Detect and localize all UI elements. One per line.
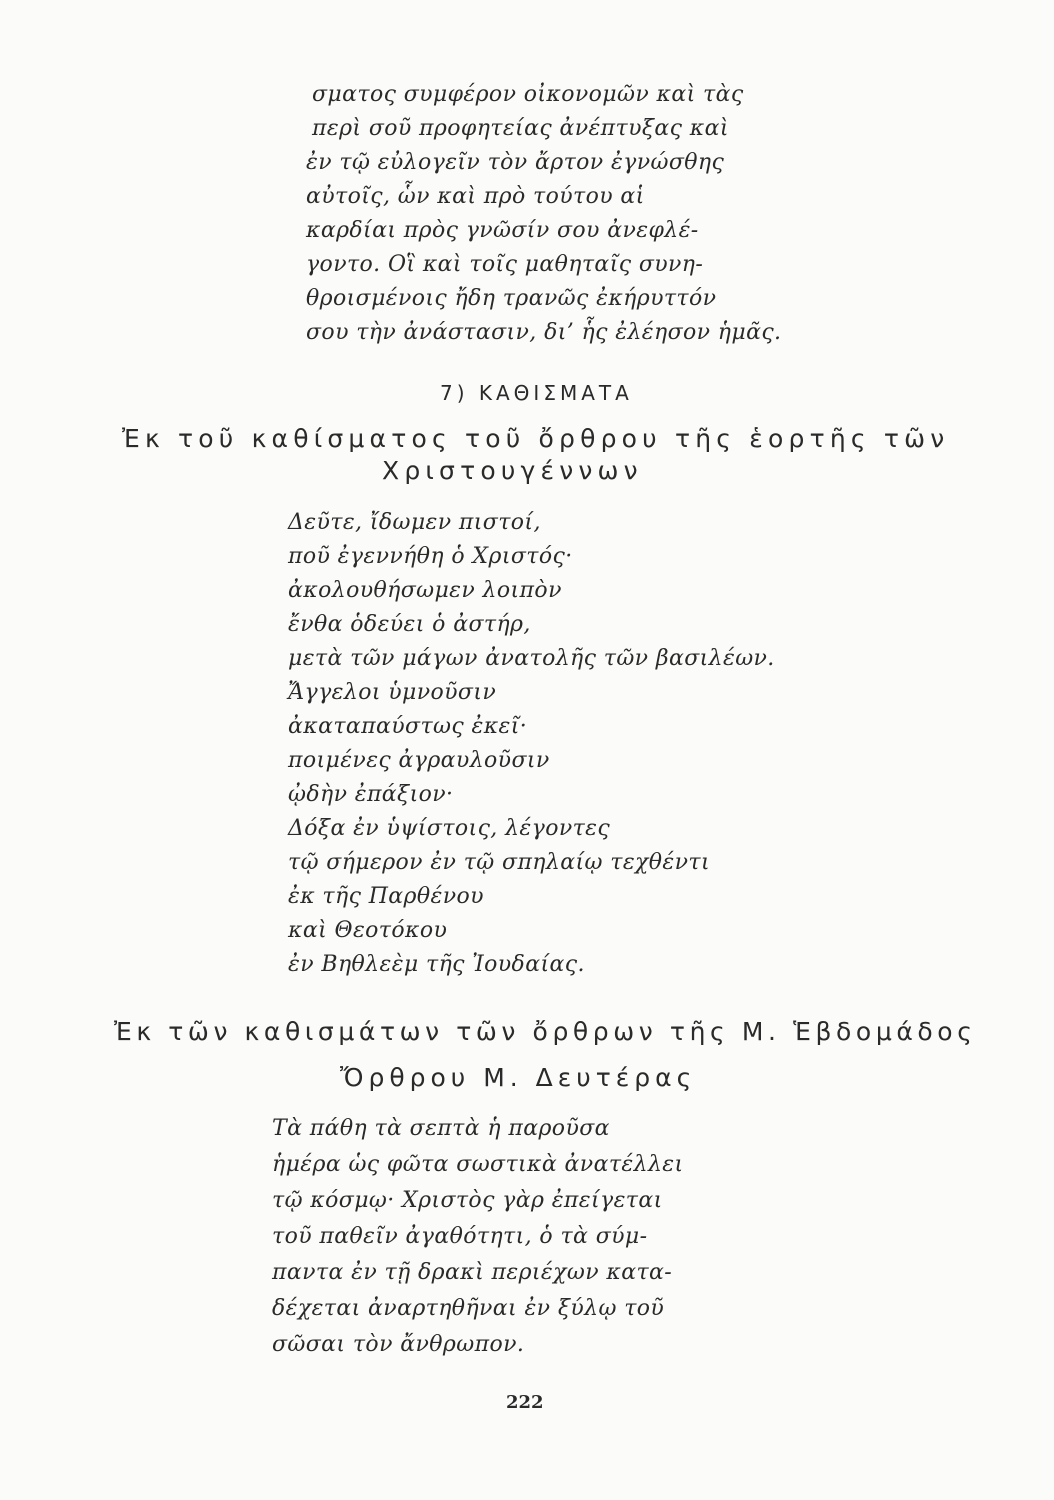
verse-line: μετὰ τῶν μάγων ἀνατολῆς τῶν βασιλέων. — [288, 646, 775, 671]
verse-line: ἀκαταπαύστως ἐκεῖ· — [288, 714, 528, 739]
verse-line: ἐκ τῆς Παρθένου — [288, 884, 484, 909]
heading-holy-week-line1: Ἐκ τῶν καθισμάτων τῶν ὄρθρων τῆς Μ. Ἑβδομάδος — [114, 1017, 977, 1046]
text-line: σματος συμφέρον οἰκονομῶν καὶ τὰς — [312, 82, 744, 107]
text-line: ἐν τῷ εὐλογεῖν τὸν ἄρτον ἐγνώσθης — [306, 150, 725, 175]
verse-line: τοῦ παθεῖν ἀγαθότητι, ὁ τὰ σύμ- — [272, 1224, 648, 1249]
verse-line: ἡμέρα ὡς φῶτα σωστικὰ ἀνατέλλει — [272, 1152, 684, 1177]
text-line: θροισμένοις ἤδη τρανῶς ἐκήρυττόν — [306, 286, 717, 311]
text-line: σου τὴν ἀνάστασιν, δι’ ἧς ἐλέησον ἡμᾶς. — [306, 320, 782, 345]
verse-line: ἀκολουθήσωμεν λοιπὸν — [288, 578, 562, 603]
verse-line: τῷ σήμερον ἐν τῷ σπηλαίῳ τεχθέντι — [288, 850, 710, 875]
section-title: 7) ΚΑΘΙΣΜΑΤΑ — [440, 381, 633, 405]
text-line: περὶ σοῦ προφητείας ἀνέπτυξας καὶ — [312, 116, 729, 141]
text-line: αὐτοῖς, ὧν καὶ πρὸ τούτου αἱ — [306, 184, 645, 209]
verse-line: Δεῦτε, ἴδωμεν πιστοί, — [288, 510, 541, 535]
text-line: γοντο. Οἳ καὶ τοῖς μαθηταῖς συνη- — [306, 252, 704, 277]
verse-line: ποῦ ἐγεννήθη ὁ Χριστός· — [288, 544, 573, 569]
verse-line: Ἄγγελοι ὑμνοῦσιν — [288, 680, 497, 705]
verse-line: ἐν Βηθλεὲμ τῆς Ἰουδαίας. — [288, 952, 585, 977]
verse-line: παντα ἐν τῇ δρακὶ περιέχων κατα- — [272, 1260, 673, 1285]
verse-line: ᾠδὴν ἐπάξιον· — [288, 782, 454, 807]
verse-line: καὶ Θεοτόκου — [288, 918, 448, 943]
verse-line: ποιμένες ἀγραυλοῦσιν — [288, 748, 550, 773]
verse-line: Δόξα ἐν ὑψίστοις, λέγοντες — [288, 816, 611, 841]
text-line: καρδίαι πρὸς γνῶσίν σου ἀνεφλέ- — [306, 218, 699, 243]
heading-christmas-line1: Ἐκ τοῦ καθίσματος τοῦ ὄρθρου τῆς ἑορτῆς τῶν — [122, 424, 950, 453]
heading-christmas-line2: Χριστουγέννων — [382, 456, 643, 485]
heading-holy-week-line2: Ὄρθρου Μ. Δευτέρας — [340, 1063, 697, 1092]
verse-line: Τὰ πάθη τὰ σεπτὰ ἡ παροῦσα — [272, 1116, 610, 1141]
page-number: 222 — [506, 1392, 544, 1413]
verse-line: σῶσαι τὸν ἄνθρωπον. — [272, 1332, 525, 1357]
verse-line: δέχεται ἀναρτηθῆναι ἐν ξύλῳ τοῦ — [272, 1296, 665, 1321]
verse-line: ἔνθα ὁδεύει ὁ ἀστήρ, — [288, 612, 531, 637]
verse-line: τῷ κόσμῳ· Χριστὸς γὰρ ἐπείγεται — [272, 1188, 663, 1213]
